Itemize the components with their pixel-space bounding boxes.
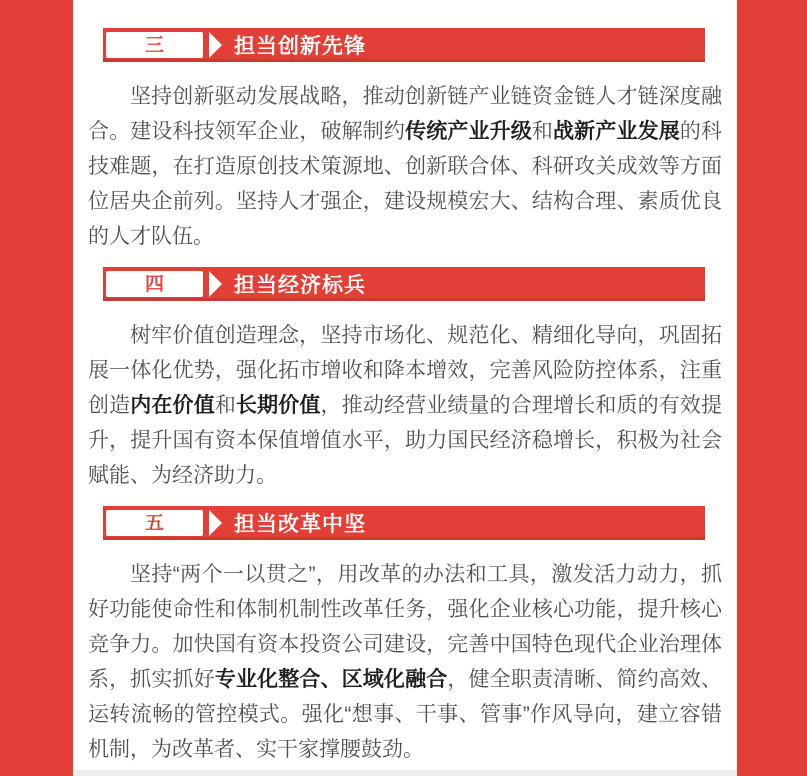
article-content <box>73 0 737 776</box>
section-number-badge <box>106 510 203 536</box>
section-number: 四 <box>144 273 164 295</box>
section-paragraph: 坚持“两个一以贯之”，用改革的办法和工具，激发活力动力，抓好功能使命性和体制机制性改革任务，强化企业核心功能，提升核心竞争力。加快国有资本投资公司建设，完善中国特色现代企业治理体系，抓实抓好专业化整合、区域化融合，健全职责清晰、简约高效、运转流畅的管控模式。强化“想事、干事、管事”作风导向，建立容错机制，为改革者、实干家撑腰鼓劲。 <box>88 563 723 761</box>
section-paragraph: 树牢价值创造理念，坚持市场化、规范化、精细化导向，巩固拓展一体化优势，强化拓市增收和降本增效，完善风险防控体系，注重创造内在价值和长期价值，推动经营业绩量的合理增长和质的有效提升，提升国有资本保值增值水平，助力国民经济稳增长，积极为社会赋能、为经济助力。 <box>88 324 723 487</box>
section-title: 担当改革中坚 <box>234 513 366 536</box>
section-banner <box>103 267 705 301</box>
arrow-right-icon <box>209 510 222 536</box>
left-red-border <box>0 0 73 776</box>
section-number: 五 <box>144 512 164 534</box>
arrow-right-icon <box>209 271 222 297</box>
arrow-right-icon <box>209 32 222 58</box>
section-economy <box>73 267 737 493</box>
section-banner <box>103 506 705 540</box>
section-title: 担当经济标兵 <box>234 274 366 297</box>
right-red-border <box>737 0 807 776</box>
section-innovation <box>73 28 737 254</box>
section-banner <box>103 28 705 62</box>
section-number-badge <box>106 271 203 297</box>
section-number-badge <box>106 32 203 58</box>
section-paragraph: 坚持创新驱动发展战略，推动创新链产业链资金链人才链深度融合。建设科技领军企业，破解制约传统产业升级和战新产业发展的科技难题，在打造原创技术策源地、创新联合体、科研攻关成效等方面位居央企前列。坚持人才强企，建设规模宏大、结构合理、素质优良的人才队伍。 <box>88 85 723 248</box>
section-number: 三 <box>144 34 164 56</box>
section-title: 担当创新先锋 <box>234 35 366 58</box>
bottom-divider <box>73 770 737 776</box>
section-reform <box>73 506 737 767</box>
